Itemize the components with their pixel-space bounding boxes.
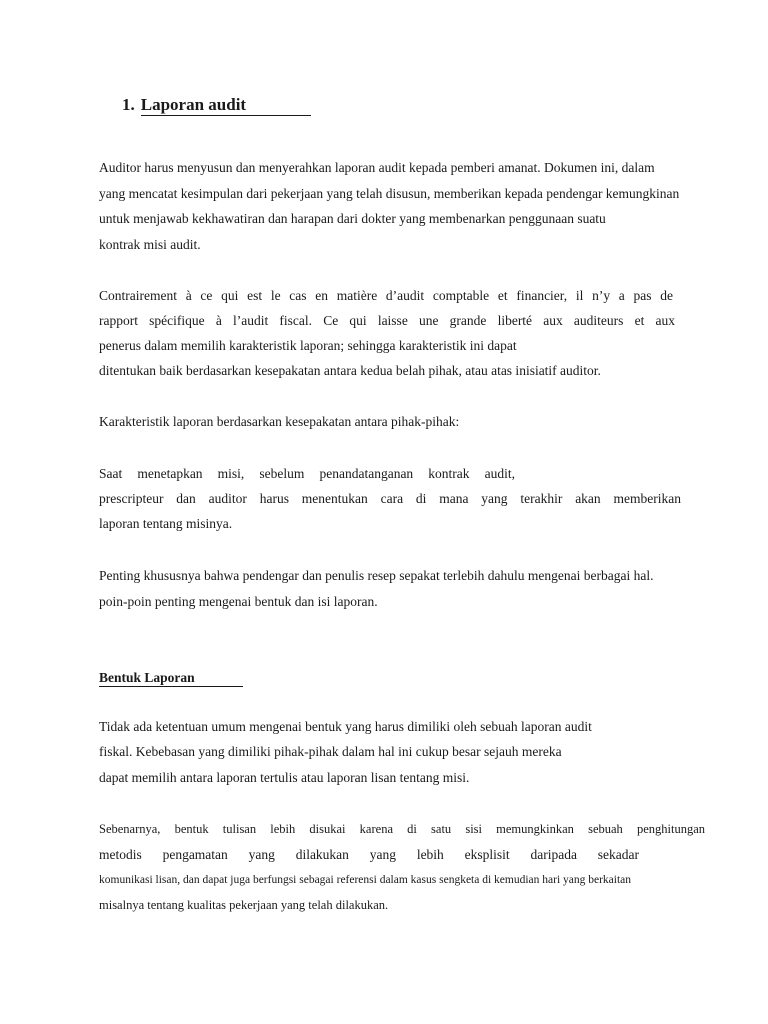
paragraph-line: penerus dalam memilih karakteristik laporan; sehingga karakteristik ini dapat	[99, 338, 517, 353]
paragraph-line: rapport spécifique à l’audit fiscal. Ce qui laisse une grande liberté aux auditeurs et aux	[99, 313, 675, 328]
section-heading	[122, 94, 311, 116]
paragraph-line: Saat menetapkan misi, sebelum penandatanganan kontrak audit,	[99, 466, 515, 481]
paragraph-line: yang mencatat kesimpulan dari pekerjaan yang telah disusun, memberikan kepada pendengar kemungkinan	[99, 186, 680, 201]
subsection-title: Bentuk Laporan	[99, 670, 243, 687]
paragraph-line: komunikasi lisan, dan dapat juga berfungsi sebagai referensi dalam kasus sengketa di kemudian hari yang berkaitan	[99, 874, 632, 886]
section-title: Laporan audit	[141, 95, 311, 116]
paragraph-line: Penting khususnya bahwa pendengar dan penulis resep sepakat terlebih dahulu mengenai berbagai hal.	[99, 568, 654, 583]
paragraph-line: prescripteur dan auditor harus menentukan cara di mana yang terakhir akan memberikan	[99, 491, 681, 506]
paragraph-line: Contrairement à ce qui est le cas en matière d’audit comptable et financier, il n’y a pas de	[99, 288, 673, 303]
paragraph-line: untuk menjawab kekhawatiran dan harapan dari dokter yang membenarkan penggunaan suatu	[99, 211, 606, 226]
paragraph-line: laporan tentang misinya.	[99, 516, 233, 531]
paragraph-line: Karakteristik laporan berdasarkan kesepakatan antara pihak-pihak:	[99, 414, 460, 429]
subsection-heading	[99, 669, 243, 687]
paragraph-line: fiskal. Kebebasan yang dimiliki pihak-pihak dalam hal ini cukup besar sejauh mereka	[99, 744, 562, 759]
paragraph-line: kontrak misi audit.	[99, 237, 201, 252]
section-number: 1.	[122, 95, 135, 114]
paragraph-line: Sebenarnya, bentuk tulisan lebih disukai karena di satu sisi memungkinkan sebuah penghitungan	[99, 822, 705, 836]
paragraph-line: misalnya tentang kualitas pekerjaan yang telah dilakukan.	[99, 898, 389, 912]
paragraph-line: ditentukan baik berdasarkan kesepakatan antara kedua belah pihak, atau atas inisiatif auditor.	[99, 363, 601, 378]
paragraph-line: dapat memilih antara laporan tertulis atau laporan lisan tentang misi.	[99, 770, 470, 785]
paragraph-line: metodis pengamatan yang dilakukan yang lebih eksplisit daripada sekadar	[99, 847, 639, 862]
paragraph-line: Tidak ada ketentuan umum mengenai bentuk yang harus dimiliki oleh sebuah laporan audit	[99, 719, 592, 734]
paragraph-line: Auditor harus menyusun dan menyerahkan laporan audit kepada pemberi amanat. Dokumen ini, dalam	[99, 160, 655, 175]
paragraph-line: poin-poin penting mengenai bentuk dan isi laporan.	[99, 594, 378, 609]
